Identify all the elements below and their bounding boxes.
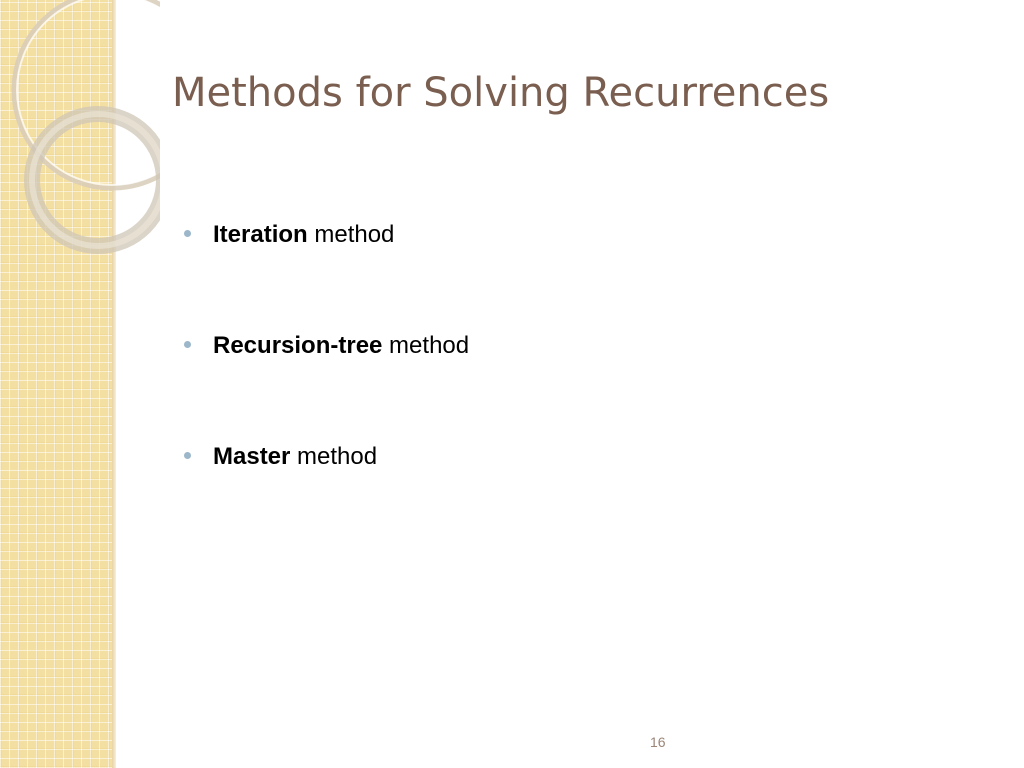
bullet-dot-icon	[184, 452, 191, 459]
page-number: 16	[650, 734, 666, 750]
bullet-rest-text: method	[382, 332, 470, 359]
bullet-text	[213, 329, 469, 363]
bullet-dot-icon	[184, 230, 191, 237]
bullet-rest-text: method	[307, 221, 395, 248]
bullet-dot-icon	[184, 341, 191, 348]
slide-title: Methods for Solving Recurrences	[172, 70, 830, 116]
bullet-rest-text: method	[290, 443, 378, 470]
ring-decoration-icon	[0, 0, 160, 260]
bullet-bold-term: Master	[213, 443, 291, 470]
bullet-bold-term: Iteration	[213, 221, 308, 248]
bullet-text	[213, 440, 377, 474]
bullet-bold-term: Recursion-tree	[213, 332, 383, 359]
bullet-text	[213, 218, 394, 252]
